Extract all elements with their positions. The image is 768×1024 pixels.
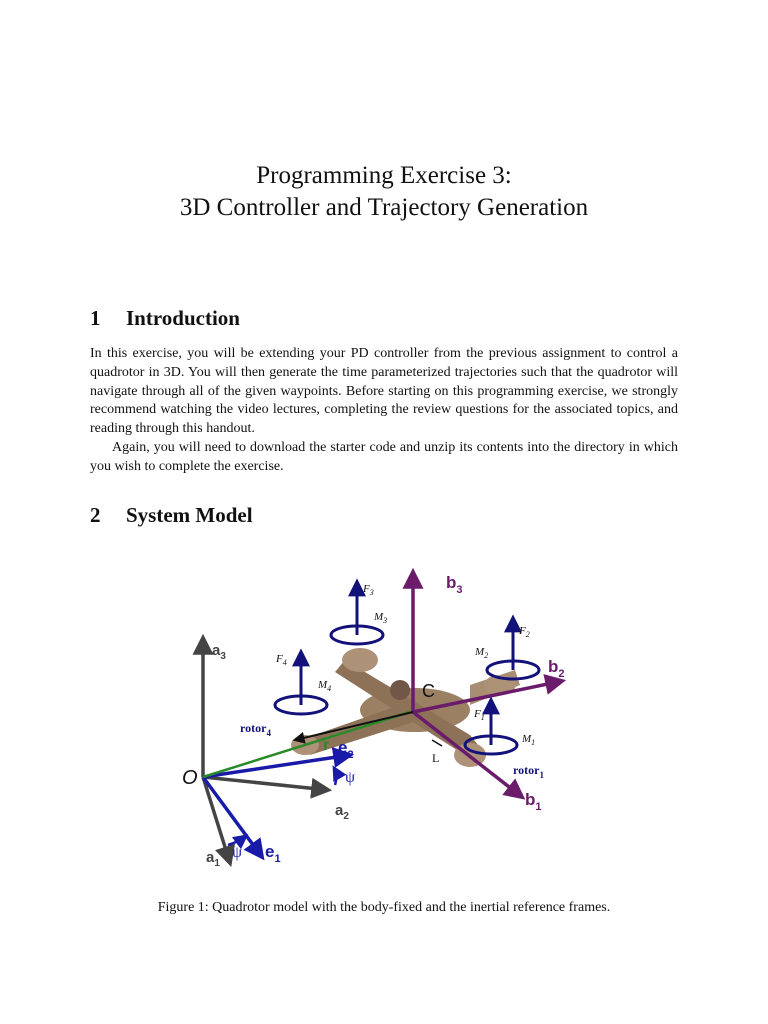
- section-title: Introduction: [126, 306, 240, 330]
- label-M4: $M_4$: [318, 679, 332, 693]
- title-line-2: 3D Controller and Trajectory Generation: [179, 194, 589, 221]
- label-b1: $b_1$: [525, 790, 542, 813]
- document-title: [0, 160, 768, 224]
- label-rotor4: rotor$_4$: [240, 721, 271, 738]
- paragraph: In this exercise, you will be extending your PD controller from the previous assignment to control a quadrotor in 3D. You will then generate the time parameterized trajectories such that the quadrotor will navigate through all of the given waypoints. Before starting on this programming exercise, we strongly recommend watching the video lectures, completing the review questions for the associated topics, and reading through this handout.: [90, 346, 678, 437]
- section-title: System Model: [126, 503, 253, 527]
- position-vector-r: [203, 712, 410, 777]
- label-b2: $b_2$: [548, 657, 565, 680]
- label-M2: $M_2$: [475, 646, 489, 660]
- psi-arc-upper: [334, 768, 336, 785]
- title-line-1: Programming Exercise 3:: [256, 162, 512, 189]
- e2-axis: [203, 755, 350, 777]
- b1-axis: [413, 712, 522, 797]
- label-a2: $a_2$: [335, 802, 349, 822]
- label-M3: $M_3$: [374, 611, 388, 625]
- quadrotor-diagram: [170, 560, 600, 880]
- label-center: C: [422, 681, 435, 701]
- label-rotor1: rotor$_1$: [513, 763, 544, 780]
- section-heading-system-model: [90, 503, 253, 528]
- length-marker: [432, 740, 442, 746]
- section-number: 2: [90, 503, 101, 527]
- label-a3: $a_3$: [212, 642, 226, 662]
- label-F1: $F_1$: [474, 708, 485, 722]
- introduction-body: [90, 345, 678, 477]
- figure-caption: Figure 1: Quadrotor model with the body-fixed and the inertial reference frames.: [157, 900, 611, 915]
- rotor-2: [487, 618, 539, 679]
- label-e2: $e_2$: [338, 738, 354, 761]
- paragraph: Again, you will need to download the starter code and unzip its contents into the directory in which you wish to complete the exercise.: [90, 439, 678, 474]
- label-r: r: [323, 737, 330, 754]
- label-psi-upper: ψ: [345, 769, 356, 786]
- label-F2: $F_2$: [519, 625, 530, 639]
- label-F3: $F_3$: [363, 583, 374, 597]
- label-psi-lower: ψ: [232, 844, 243, 861]
- label-a1: $a_1$: [206, 849, 220, 869]
- label-F4: $F_4$: [276, 653, 287, 667]
- quadrotor-figure: [170, 560, 600, 880]
- section-number: 1: [90, 306, 101, 330]
- label-b3: $b_3$: [446, 573, 463, 596]
- label-e1: $e_1$: [265, 842, 281, 865]
- label-length: L: [432, 751, 440, 765]
- label-M1: $M_1$: [522, 733, 536, 747]
- label-origin: O: [182, 767, 198, 789]
- section-heading-introduction: [90, 306, 240, 331]
- a2-axis: [203, 777, 328, 790]
